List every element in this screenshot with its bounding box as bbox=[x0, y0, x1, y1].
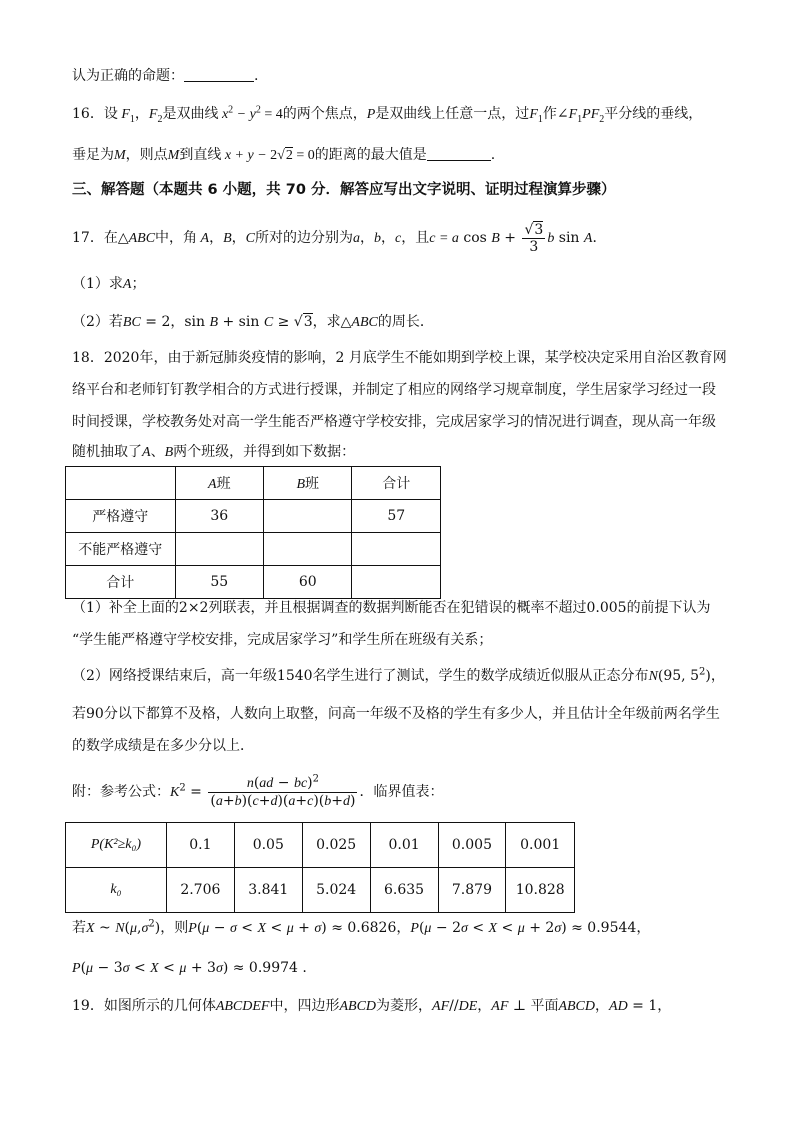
table-cell: 0.005 bbox=[438, 823, 506, 868]
q18-line1: 18．2020年，由于新冠肺炎疫情的影响，2 月底学生不能如期到学校上课，某学校决定采用自治区教育网 bbox=[72, 350, 727, 366]
table-row bbox=[66, 533, 441, 566]
table-cell: 10.828 bbox=[506, 868, 575, 913]
critical-value-table bbox=[65, 822, 575, 913]
table-cell bbox=[352, 533, 441, 566]
q18-part2-line2: 若90分以下都算不及格，人数向上取整，问高一年级不及格的学生有多少人，并且估计全年级前两名学生 bbox=[72, 706, 720, 722]
q18-part2-line3: 的数学成绩是在多少分以上． bbox=[72, 738, 254, 754]
row-label: 合计 bbox=[66, 566, 176, 599]
table-cell: 55 bbox=[175, 566, 263, 599]
table-row bbox=[66, 500, 441, 533]
table-cell: 57 bbox=[352, 500, 441, 533]
row-label: k₀ bbox=[66, 868, 167, 913]
table-cell: 0.001 bbox=[506, 823, 575, 868]
q17-statement: 17．在△ABC中，角 A，B，C所对的边分别为a，b，c，且c = a cos B + $\frac{√3}{3}$ b sin A． bbox=[72, 221, 607, 255]
row-label: 严格遵守 bbox=[66, 500, 176, 533]
table-cell bbox=[264, 500, 352, 533]
row-label: 不能严格遵守 bbox=[66, 533, 176, 566]
table-cell bbox=[175, 533, 263, 566]
header-cell: A班 bbox=[175, 467, 263, 500]
q18-part1-line2: “学生能严格遵守学校安排，完成居家学习”和学生所在班级有关系； bbox=[72, 632, 493, 648]
q18-line4: 随机抽取了A、B两个班级，并得到如下数据： bbox=[72, 444, 356, 460]
table-cell: 0.025 bbox=[302, 823, 370, 868]
table-row bbox=[66, 467, 441, 500]
table-row bbox=[66, 868, 575, 913]
appendix-formula: 附：参考公式：$K^2$ = $\frac{n(ad - bc)^2}{(a+b)(c+d)(a+c)(b+d)}$ ．临界值表： bbox=[72, 772, 444, 809]
table-cell: 0.1 bbox=[166, 823, 234, 868]
chi-square-fraction: $\frac{n(ad - bc)^2}{(a+b)(c+d)(a+c)(b+d)}$ bbox=[210, 772, 356, 809]
q18-part2-line1: （2）网络授课结束后，高一年级1540名学生进行了测试，学生的数学成绩近似服从正态分布N(95, $5^2$)， bbox=[72, 666, 725, 684]
q17-part1: （1）求A； bbox=[72, 276, 146, 292]
q18-line3: 时间授课，学校教务处对高一学生能否严格遵守学校安排，完成居家学习的情况进行调查，现从高一年级 bbox=[72, 414, 716, 430]
q16-line2: 垂足为M，则点M到直线 x + y − 2√2 = 0的距离的最大值是 . bbox=[72, 147, 496, 163]
contingency-table bbox=[65, 466, 441, 599]
q18-line2: 络平台和老师钉钉教学相合的方式进行授课，并制定了相应的网络学习规章制度，学生居家学习经过一段 bbox=[72, 382, 716, 398]
table-cell: 7.879 bbox=[438, 868, 506, 913]
section-title: 三、解答题（本题共 6 小题，共 70 分．解答应写出文字说明、证明过程演算步骤） bbox=[72, 182, 616, 198]
header-cell: 合计 bbox=[352, 467, 441, 500]
table-cell: 0.01 bbox=[370, 823, 438, 868]
table-cell: 0.05 bbox=[234, 823, 302, 868]
table-cell bbox=[352, 566, 441, 599]
q19-line1: 19．如图所示的几何体ABCDEF中，四边形ABCD为菱形，AF//DE，AF ⊥ 平面ABCD，AD = 1， bbox=[72, 998, 672, 1014]
q15-answer-line: 认为正确的命题： . bbox=[72, 68, 259, 84]
header-cell: B班 bbox=[264, 467, 352, 500]
row-label: P(K²≥k₀) bbox=[66, 823, 167, 868]
table-cell: 36 bbox=[175, 500, 263, 533]
table-row bbox=[66, 823, 575, 868]
q18-part1-line1: （1）补全上面的2×2列联表，并且根据调查的数据判断能否在犯错误的概率不超过0.005的前提下认为 bbox=[72, 600, 711, 616]
table-cell: 5.024 bbox=[302, 868, 370, 913]
answer-blank[interactable] bbox=[427, 160, 491, 161]
table-cell: 6.635 bbox=[370, 868, 438, 913]
table-cell: 3.841 bbox=[234, 868, 302, 913]
table-cell bbox=[264, 533, 352, 566]
normal-prob-line1: 若X ~ $N(\mu,\sigma^2)$，则P(μ − σ < X < μ + σ) ≈ 0.6826，P(μ − 2σ < X < μ + 2σ) ≈ 0.9544， bbox=[72, 918, 651, 936]
q17-part2: （2）若BC = 2，sin B + sin C ≥ √3，求△ABC的周长． bbox=[72, 314, 434, 330]
table-row bbox=[66, 566, 441, 599]
header-cell bbox=[66, 467, 176, 500]
table-cell: 2.706 bbox=[166, 868, 234, 913]
q16-line1: 16．设 $F_1$，$F_2$是双曲线 $x^2 - y^2 = 4$的两个焦点，P是双曲线上任意一点，过$F_1$作$\angle F_1PF_2$平分线的垂线， bbox=[72, 104, 703, 125]
answer-blank[interactable] bbox=[184, 81, 254, 82]
normal-prob-line2: P(μ − 3σ < X < μ + 3σ) ≈ 0.9974 . bbox=[72, 960, 307, 976]
table-cell: 60 bbox=[264, 566, 352, 599]
fraction: $\frac{√3}{3}$ bbox=[524, 221, 544, 255]
